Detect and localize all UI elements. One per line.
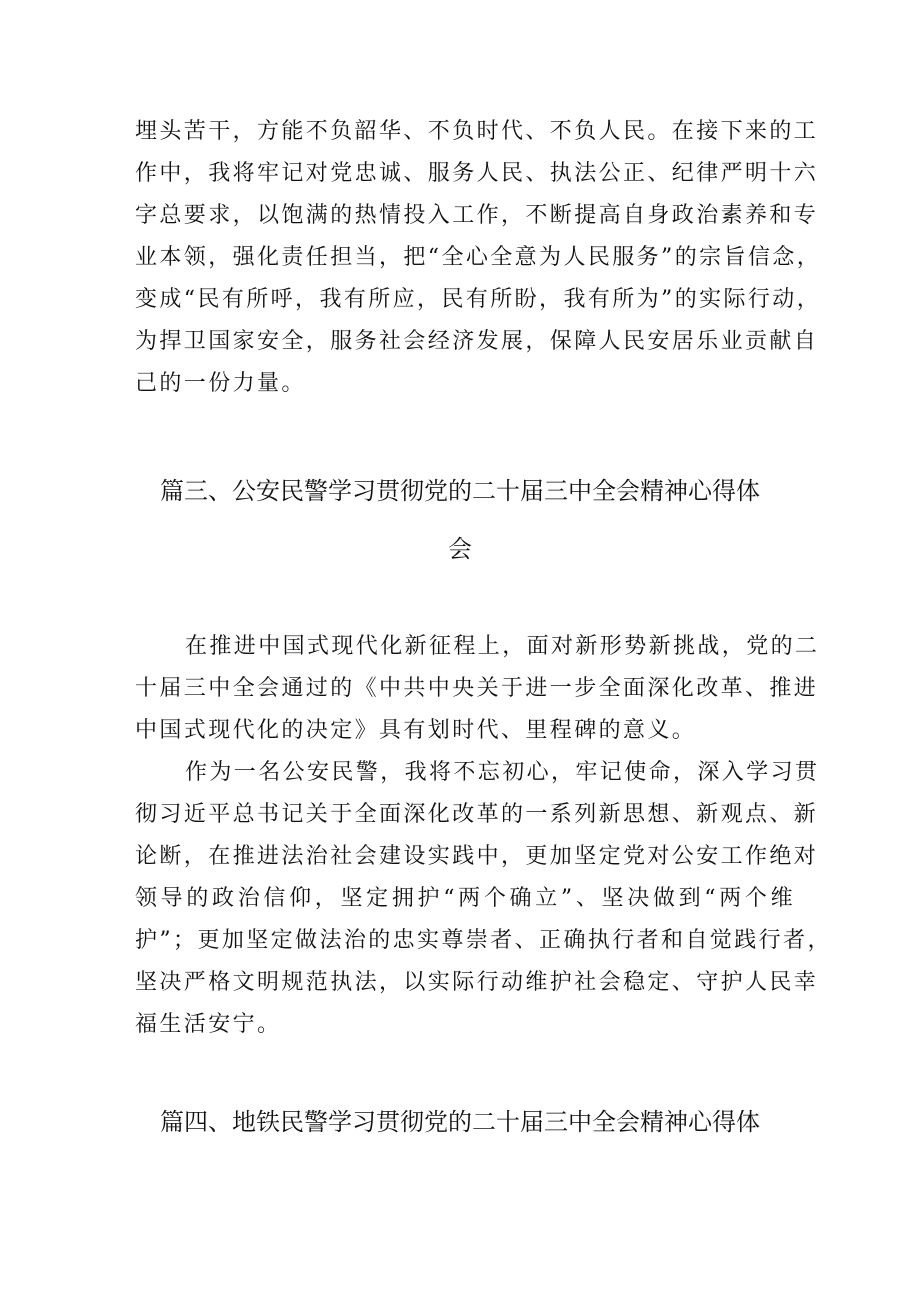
paragraph-line: 为捍卫国家安全，服务社会经济发展，保障人民安居乐业贡献自 bbox=[135, 329, 819, 354]
paragraph-line: 字总要求，以饱满的热情投入工作，不断提高自身政治素养和专 bbox=[135, 203, 819, 228]
section-title: 篇四、地铁民警学习贯彻党的二十届三中全会精神心得体 bbox=[160, 1108, 760, 1136]
paragraph-line: 作为一名公安民警，我将不忘初心，牢记使命，深入学习贯 bbox=[185, 760, 820, 785]
paragraph-line: 变成“民有所呼，我有所应，民有所盼，我有所为”的实际行动， bbox=[135, 287, 822, 312]
paragraph-line: 中国式现代化的决定》具有划时代、里程碑的意义。 bbox=[135, 718, 697, 743]
paragraph-line: 业本领，强化责任担当，把“全心全意为人民服务”的宗旨信念， bbox=[135, 245, 822, 270]
paragraph-line: 护”；更加坚定做法治的忠实尊崇者、正确执行者和自觉践行者， bbox=[135, 928, 832, 953]
paragraph-line: 论断，在推进法治社会建设实践中，更加坚定党对公安工作绝对 bbox=[135, 844, 819, 869]
section-title: 篇三、公安民警学习贯彻党的二十届三中全会精神心得体 bbox=[160, 477, 760, 505]
paragraph-line: 己的一份力量。 bbox=[135, 371, 306, 396]
paragraph-line: 领导的政治信仰，坚定拥护“两个确立”、坚决做到“两个维 bbox=[135, 886, 795, 911]
paragraph-line: 在推进中国式现代化新征程上，面对新形势新挑战，党的二 bbox=[185, 634, 820, 659]
paragraph-line: 坚决严格文明规范执法，以实际行动维护社会稳定、守护人民幸 bbox=[135, 970, 819, 995]
section-title-continued: 会 bbox=[448, 535, 472, 563]
paragraph-line: 福生活安宁。 bbox=[135, 1012, 282, 1037]
paragraph-line: 彻习近平总书记关于全面深化改革的一系列新思想、新观点、新 bbox=[135, 802, 819, 827]
paragraph-line: 埋头苦干，方能不负韶华、不负时代、不负人民。在接下来的工 bbox=[135, 119, 819, 144]
paragraph-line: 作中，我将牢记对党忠诚、服务人民、执法公正、纪律严明十六 bbox=[135, 161, 819, 186]
paragraph-line: 十届三中全会通过的《中共中央关于进一步全面深化改革、推进 bbox=[135, 676, 819, 701]
